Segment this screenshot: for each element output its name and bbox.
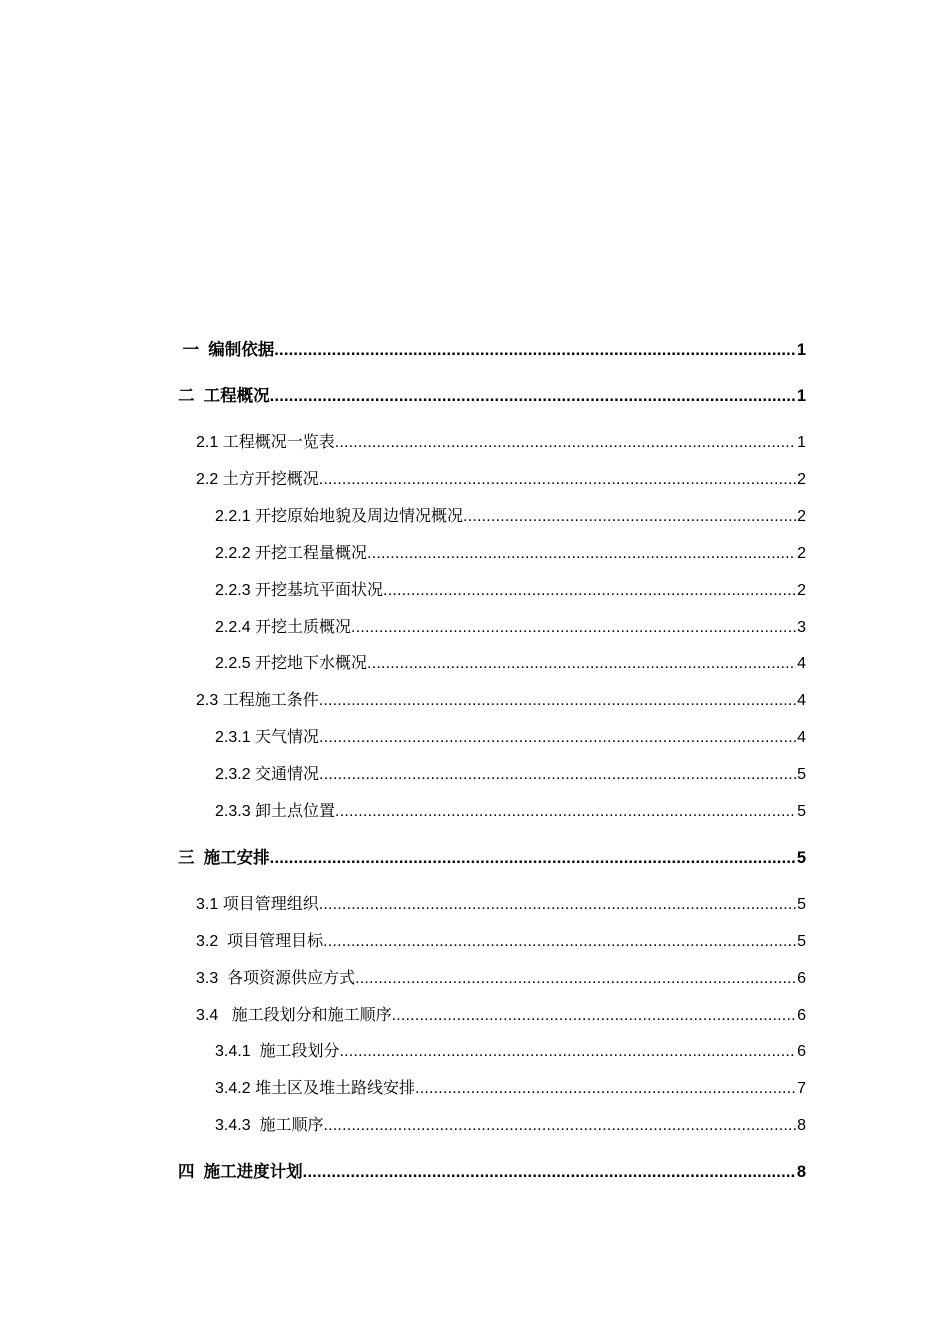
toc-entry-page-number: 6	[797, 1007, 806, 1024]
toc-entry-page-number: 5	[797, 766, 806, 783]
toc-entry-label: 2.3.1 天气情况	[215, 729, 320, 746]
toc-dot-leader	[367, 654, 796, 674]
toc-entry-page-number: 5	[796, 849, 806, 867]
toc-dot-leader	[367, 544, 796, 564]
toc-entry-page-number: 2	[797, 582, 806, 599]
toc-entry[interactable]	[215, 614, 806, 638]
toc-dot-leader	[319, 895, 796, 915]
toc-entry[interactable]	[196, 466, 806, 490]
toc-entry[interactable]	[178, 1158, 806, 1182]
toc-entry-page-number: 8	[797, 1117, 806, 1134]
toc-entry-page-number: 6	[797, 970, 806, 987]
toc-entry-label: 2.2.1 开挖原始地貌及周边情况概况	[215, 508, 464, 525]
toc-entry-label: 2.3.3 卸土点位置	[215, 803, 336, 820]
toc-entry-page-number: 5	[797, 803, 806, 820]
toc-entry[interactable]	[196, 891, 806, 915]
toc-dot-leader	[323, 932, 796, 952]
toc-entry-label: 2.2.2 开挖工程量概况	[215, 545, 368, 562]
toc-entry-label: 3.2 项目管理目标	[196, 933, 324, 950]
toc-entry-page-number: 2	[797, 545, 806, 562]
toc-entry[interactable]	[215, 798, 806, 822]
toc-dot-leader	[383, 581, 796, 601]
toc-entry-label: 2.2.4 开挖土质概况	[215, 619, 352, 636]
toc-entry-label: 三 施工安排	[178, 849, 270, 867]
toc-entry-page-number: 4	[797, 655, 806, 672]
toc-entry-label: 2.2 土方开挖概况	[196, 471, 319, 488]
toc-entry-label: 二 工程概况	[178, 387, 270, 405]
toc-entry[interactable]	[196, 928, 806, 952]
toc-entry[interactable]	[178, 382, 806, 406]
toc-entry-label: 3.4 施工段划分和施工顺序	[196, 1007, 392, 1024]
toc-entry[interactable]	[215, 577, 806, 601]
toc-entry-label: 3.4.2 堆土区及堆土路线安排	[215, 1080, 416, 1097]
toc-entry-page-number: 1	[796, 387, 806, 405]
toc-entry[interactable]	[196, 1002, 806, 1026]
toc-entry[interactable]	[215, 1112, 806, 1136]
toc-dot-leader	[335, 802, 796, 822]
toc-dot-leader	[351, 618, 796, 638]
toc-entry[interactable]	[178, 336, 806, 360]
toc-entry-page-number: 1	[797, 434, 806, 451]
toc-dot-leader	[392, 1006, 797, 1026]
toc-entry-label: 2.3 工程施工条件	[196, 692, 319, 709]
toc-entry-page-number: 7	[797, 1080, 806, 1097]
toc-entry-page-number: 8	[796, 1163, 806, 1181]
toc-entry[interactable]	[196, 429, 806, 453]
toc-dot-leader	[319, 765, 796, 785]
toc-dot-leader	[335, 433, 796, 453]
toc-entry[interactable]	[215, 503, 806, 527]
toc-entry[interactable]	[215, 724, 806, 748]
toc-entry[interactable]	[215, 650, 806, 674]
toc-entry[interactable]	[196, 687, 806, 711]
toc-entry[interactable]	[215, 761, 806, 785]
toc-dot-leader	[319, 728, 796, 748]
toc-entry-label: 3.1 项目管理组织	[196, 896, 319, 913]
toc-entry-page-number: 5	[797, 896, 806, 913]
toc-entry-label: 四 施工进度计划	[178, 1163, 303, 1181]
toc-dot-leader	[319, 691, 796, 711]
toc-dot-leader	[274, 340, 796, 360]
toc-entry-page-number: 1	[796, 341, 806, 359]
toc-entry[interactable]	[178, 844, 806, 868]
toc-entry[interactable]	[196, 965, 806, 989]
toc-dot-leader	[463, 507, 796, 527]
toc-entry[interactable]	[215, 540, 806, 564]
toc-entry-page-number: 6	[797, 1043, 806, 1060]
toc-entry-page-number: 3	[797, 619, 806, 636]
toc-entry-page-number: 2	[797, 508, 806, 525]
toc-entry-label: 3.4.3 施工顺序	[215, 1117, 324, 1134]
toc-entry-label: 2.2.5 开挖地下水概况	[215, 655, 368, 672]
toc-entry-label: 3.4.1 施工段划分	[215, 1043, 340, 1060]
toc-entry-page-number: 5	[797, 933, 806, 950]
toc-entry-page-number: 2	[797, 471, 806, 488]
toc-dot-leader	[270, 386, 796, 406]
toc-entry-label: 一 编制依据	[178, 341, 275, 359]
toc-entry-page-number: 4	[797, 692, 806, 709]
toc-entry-label: 2.3.2 交通情况	[215, 766, 320, 783]
toc-entry[interactable]	[215, 1075, 806, 1099]
toc-entry-label: 3.3 各项资源供应方式	[196, 970, 356, 987]
toc-dot-leader	[303, 1162, 796, 1182]
toc-dot-leader	[319, 470, 796, 490]
toc-dot-leader	[355, 969, 796, 989]
toc-dot-leader	[323, 1116, 796, 1136]
toc-dot-leader	[339, 1042, 796, 1062]
toc-dot-leader	[415, 1079, 796, 1099]
toc-entry[interactable]	[215, 1038, 806, 1062]
toc-entry-label: 2.1 工程概况一览表	[196, 434, 335, 451]
toc-dot-leader	[270, 848, 796, 868]
toc-entry-label: 2.2.3 开挖基坑平面状况	[215, 582, 384, 599]
toc-entry-page-number: 4	[797, 729, 806, 746]
